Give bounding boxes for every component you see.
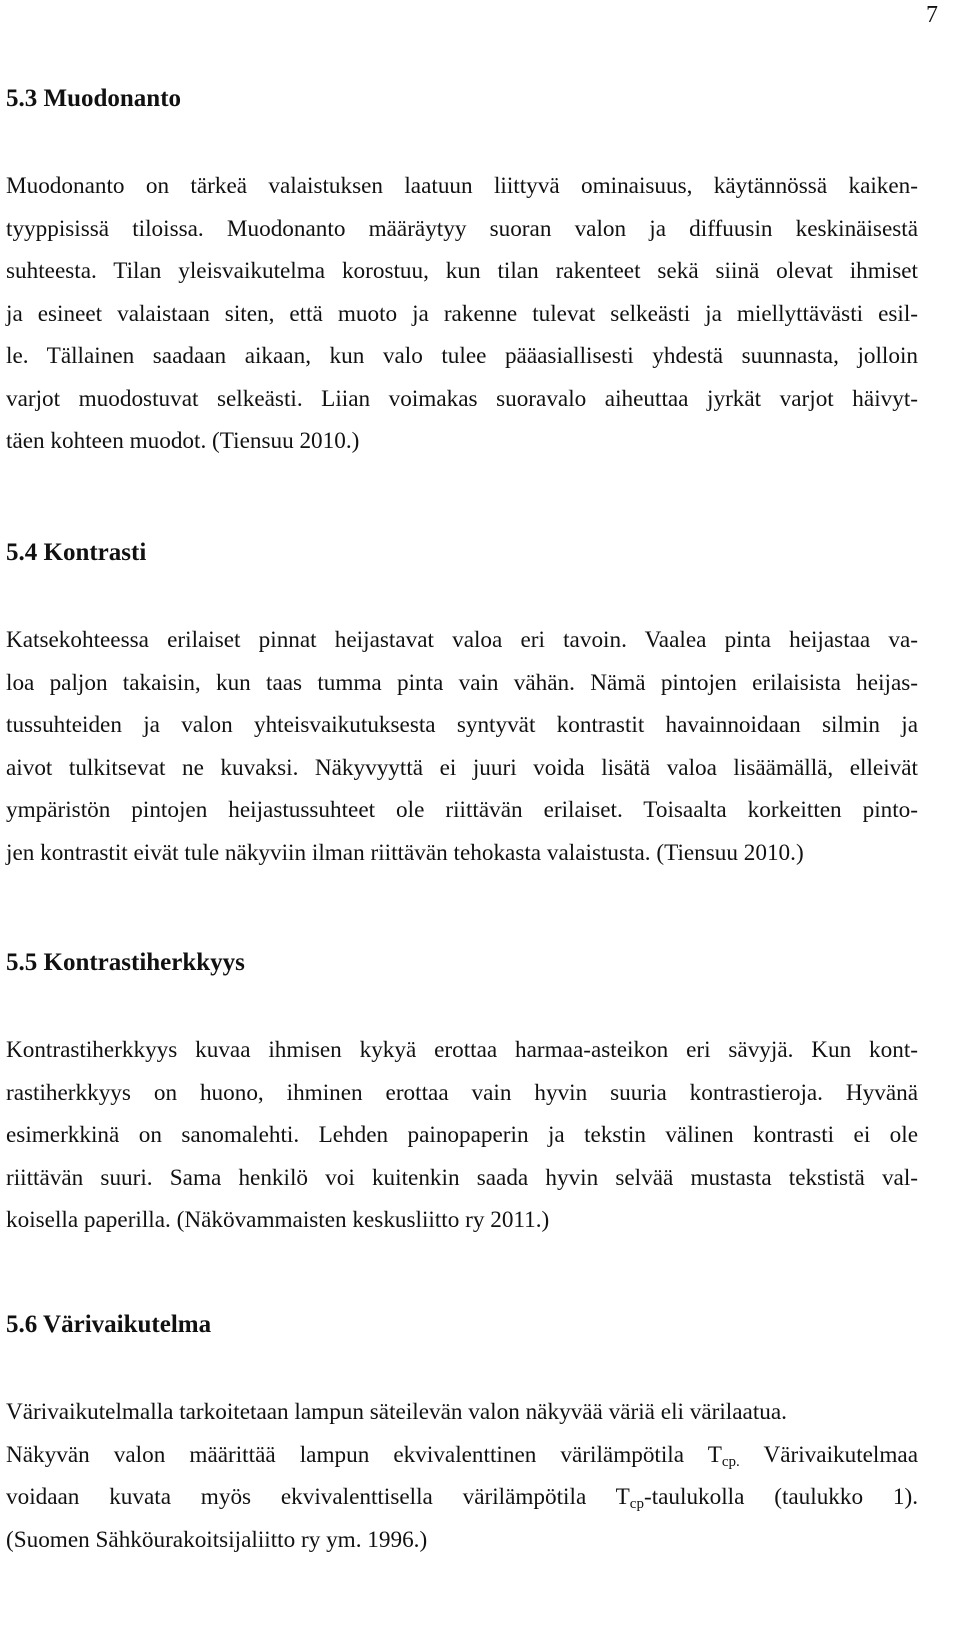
text-fragment: voidaan kuvata myös ekvivalenttisella värilämpötila T — [6, 1484, 630, 1510]
text-line: riittävän suuri. Sama henkilö voi kuitenkin saada hyvin selvää mustasta tekstistä val- — [6, 1164, 918, 1191]
text-line: Kontrastiherkkyys kuvaa ihmisen kykyä erottaa harmaa-asteikon eri sävyjä. Kun kont- — [6, 1037, 918, 1063]
text-line: ympäristön pintojen heijastussuhteet ole riittävän erilaiset. Toisaalta korkeitten pinto- — [6, 797, 918, 823]
section-heading: 5.3 Muodonanto — [6, 85, 182, 112]
section-varivaikutelma — [6, 1310, 918, 1340]
text-line: täen kohteen muodot. (Tiensuu 2010.) — [6, 428, 360, 454]
text-line: le. Tällainen saadaan aikaan, kun valo tulee pääasiallisesti yhdestä suunnasta, jolloin — [6, 343, 918, 369]
text-line: (Suomen Sähköurakoitsijaliitto ry ym. 1996.) — [6, 1526, 428, 1553]
text-line: jen kontrastit eivät tule näkyviin ilman riittävän tehokasta valaistusta. (Tiensuu 2010.) — [6, 839, 804, 866]
text-line: esimerkkinä on sanomalehti. Lehden painopaperin ja tekstin välinen kontrasti ei ole — [6, 1122, 918, 1148]
section-kontrastiherkkyys — [6, 948, 918, 978]
section-kontrasti — [6, 538, 918, 568]
section-kontrasti-body — [6, 619, 918, 874]
text-line: Katsekohteessa erilaiset pinnat heijastavat valoa eri tavoin. Vaalea pinta heijastaa va- — [6, 627, 918, 653]
section-heading: 5.4 Kontrasti — [6, 539, 147, 566]
text-line: Värivaikutelmalla tarkoitetaan lampun säteilevän valon näkyvää väriä eli värilaatua. — [6, 1399, 787, 1425]
text-line: loa paljon takaisin, kun taas tumma pinta vain vähän. Nämä pintojen erilaisista heijas- — [6, 669, 918, 696]
text-line: Muodonanto on tärkeä valaistuksen laatuun liittyvä ominaisuus, käytännössä kaiken- — [6, 173, 918, 199]
paragraph — [6, 619, 918, 874]
text-line: koisella paperilla. (Näkövammaisten keskusliitto ry 2011.) — [6, 1207, 550, 1233]
paragraph — [6, 165, 918, 463]
section-muodonanto-body — [6, 165, 918, 463]
subscript: cp. — [721, 1453, 740, 1470]
text-line: tyyppisissä tiloissa. Muodonanto määräytyy suoran valon ja diffuusin keskinäisestä — [6, 215, 918, 242]
subscript: cp — [629, 1496, 644, 1512]
text-line: rastiherkkyys on huono, ihminen erottaa vain hyvin suuria kontrastieroja. Hyvänä — [6, 1079, 918, 1106]
paragraph — [6, 1391, 918, 1561]
section-heading: 5.5 Kontrastiherkkyys — [6, 949, 245, 976]
section-kontrastiherkkyys-body — [6, 1029, 918, 1242]
text-fragment: Näkyvän valon määrittää lampun ekvivalenttinen värilämpötila T — [6, 1441, 722, 1468]
text-fragment: -taulukolla (taulukko 1). — [643, 1484, 918, 1510]
text-line: suhteesta. Tilan yleisvaikutelma korostuu, kun tilan rakenteet sekä siinä olevat ihmiset — [6, 258, 918, 284]
text-fragment: Värivaikutelmaa — [739, 1441, 918, 1468]
text-line: aivot tulkitsevat ne kuvaksi. Näkyvyyttä ei juuri voida lisätä valoa lisäämällä, elleivät — [6, 754, 918, 781]
text-line: ja esineet valaistaan siten, että muoto ja rakenne tulevat selkeästi ja miellyttävästi esil- — [6, 300, 918, 327]
text-line — [6, 1476, 918, 1519]
page-number: 7 — [926, 2, 938, 28]
section-varivaikutelma-body — [6, 1391, 918, 1561]
text-line: tussuhteiden ja valon yhteisvaikutuksesta syntyvät kontrastit havainnoidaan silmin ja — [6, 712, 918, 738]
paragraph — [6, 1029, 918, 1242]
text-line — [6, 1434, 918, 1477]
section-heading: 5.6 Värivaikutelma — [6, 1311, 212, 1338]
section-muodonanto — [6, 84, 918, 114]
text-line: varjot muodostuvat selkeästi. Liian voimakas suoravalo aiheuttaa jyrkät varjot häivyt- — [6, 385, 918, 412]
